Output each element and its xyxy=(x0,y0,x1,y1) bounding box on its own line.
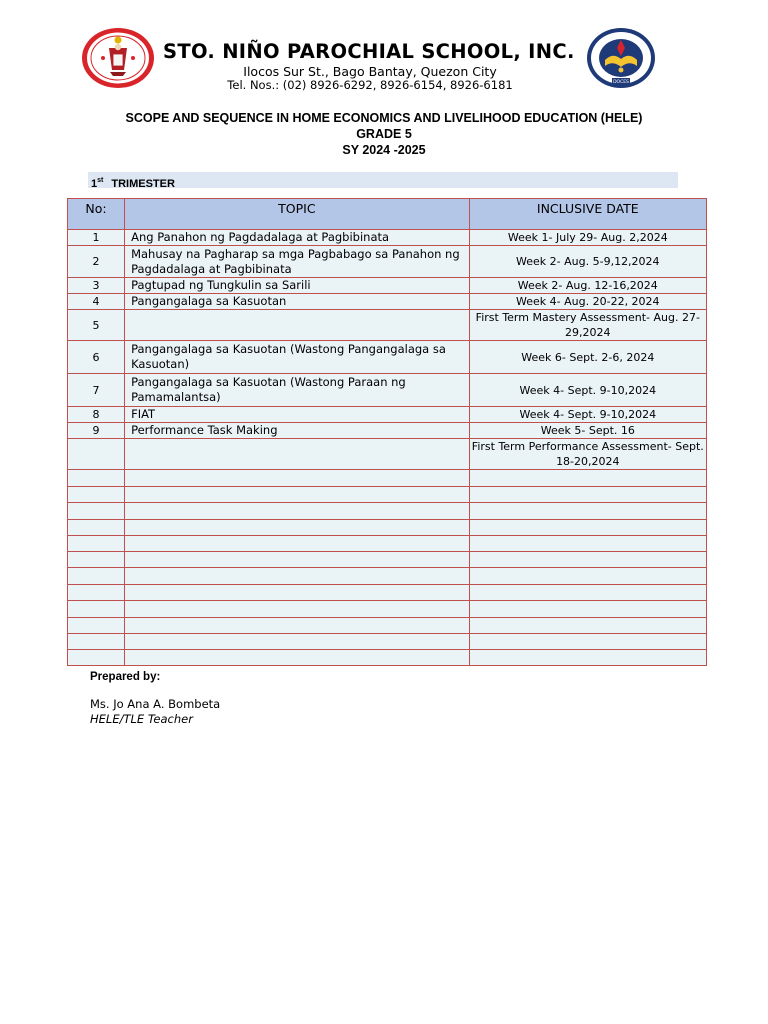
row-inclusive-date: Week 4- Sept. 9-10,2024 xyxy=(469,374,706,407)
prepared-by-label: Prepared by: xyxy=(90,671,161,683)
row-inclusive-date: First Term Performance Assessment- Sept. 18-20,2024 xyxy=(469,439,706,470)
document-titles xyxy=(0,110,768,158)
row-inclusive-date: Week 4- Aug. 20-22, 2024 xyxy=(469,294,706,310)
row-inclusive-date: Week 2- Aug. 5-9,12,2024 xyxy=(469,246,706,278)
table-row xyxy=(68,503,707,520)
schedule-table xyxy=(67,198,707,666)
row-topic xyxy=(125,634,470,650)
row-inclusive-date xyxy=(469,618,706,634)
row-no: 8 xyxy=(68,407,125,423)
table-row xyxy=(68,568,707,585)
row-topic xyxy=(125,487,470,503)
row-inclusive-date: First Term Mastery Assessment- Aug. 27-29,2024 xyxy=(469,310,706,341)
row-no: 4 xyxy=(68,294,125,310)
row-inclusive-date: Week 4- Sept. 9-10,2024 xyxy=(469,407,706,423)
row-topic xyxy=(125,310,470,341)
row-topic: Ang Panahon ng Pagdadalaga at Pagbibinata xyxy=(125,230,470,246)
trimester-heading xyxy=(88,172,678,188)
school-year: SY 2024 -2025 xyxy=(342,143,426,157)
table-row xyxy=(68,230,707,246)
school-seal-logo xyxy=(80,26,156,90)
row-no xyxy=(68,470,125,487)
table-row xyxy=(68,294,707,310)
row-no: 3 xyxy=(68,278,125,294)
row-no xyxy=(68,634,125,650)
row-no xyxy=(68,601,125,618)
table-row xyxy=(68,423,707,439)
row-topic xyxy=(125,552,470,568)
table-row xyxy=(68,310,707,341)
row-inclusive-date xyxy=(469,634,706,650)
row-no xyxy=(68,439,125,470)
table-row xyxy=(68,618,707,634)
table-row xyxy=(68,407,707,423)
row-no xyxy=(68,618,125,634)
trimester-label: TRIMESTER xyxy=(111,178,175,190)
row-no xyxy=(68,585,125,601)
header-no: No: xyxy=(68,199,125,230)
row-no: 2 xyxy=(68,246,125,278)
row-topic xyxy=(125,568,470,585)
row-no xyxy=(68,520,125,536)
row-no xyxy=(68,487,125,503)
row-inclusive-date xyxy=(469,568,706,585)
document-title: SCOPE AND SEQUENCE IN HOME ECONOMICS AND LIVELIHOOD EDUCATION (HELE) xyxy=(125,111,643,125)
header-inclusive-date: INCLUSIVE DATE xyxy=(469,199,706,230)
row-inclusive-date xyxy=(469,585,706,601)
row-inclusive-date: Week 6- Sept. 2-6, 2024 xyxy=(469,341,706,374)
table-body xyxy=(68,230,707,666)
table-row xyxy=(68,536,707,552)
trimester-suffix: st xyxy=(97,177,104,184)
row-inclusive-date xyxy=(469,487,706,503)
row-inclusive-date: Week 5- Sept. 16 xyxy=(469,423,706,439)
row-no xyxy=(68,650,125,666)
row-inclusive-date xyxy=(469,552,706,568)
table-row xyxy=(68,487,707,503)
row-topic: Pangangalaga sa Kasuotan (Wastong Pangangalaga sa Kasuotan) xyxy=(125,341,470,374)
table-row xyxy=(68,634,707,650)
teacher-name: Ms. Jo Ana A. Bombeta xyxy=(90,697,221,711)
row-inclusive-date: Week 2- Aug. 12-16,2024 xyxy=(469,278,706,294)
table-row xyxy=(68,374,707,407)
row-no xyxy=(68,536,125,552)
school-telephone: Tel. Nos.: (02) 8926-6292, 8926-6154, 8926-6181 xyxy=(227,78,513,92)
row-inclusive-date xyxy=(469,601,706,618)
diocese-education-seal-logo xyxy=(585,26,657,90)
row-inclusive-date xyxy=(469,520,706,536)
svg-text:DOCES: DOCES xyxy=(613,80,629,85)
table-header-row xyxy=(68,199,707,230)
row-inclusive-date xyxy=(469,650,706,666)
row-topic xyxy=(125,503,470,520)
teacher-role: HELE/TLE Teacher xyxy=(90,712,193,726)
row-inclusive-date xyxy=(469,503,706,520)
table-row xyxy=(68,585,707,601)
row-topic: Pagtupad ng Tungkulin sa Sarili xyxy=(125,278,470,294)
row-no xyxy=(68,568,125,585)
row-topic: Performance Task Making xyxy=(125,423,470,439)
row-inclusive-date xyxy=(469,470,706,487)
table-row xyxy=(68,601,707,618)
table-row xyxy=(68,650,707,666)
row-no: 1 xyxy=(68,230,125,246)
row-topic xyxy=(125,585,470,601)
row-topic: Pangangalaga sa Kasuotan xyxy=(125,294,470,310)
table-row xyxy=(68,552,707,568)
row-no: 5 xyxy=(68,310,125,341)
row-no xyxy=(68,552,125,568)
row-topic xyxy=(125,520,470,536)
table-row xyxy=(68,341,707,374)
school-name: STO. NIÑO PAROCHIAL SCHOOL, INC. xyxy=(163,40,575,63)
row-no xyxy=(68,503,125,520)
grade-level: GRADE 5 xyxy=(356,127,412,141)
row-topic: Pangangalaga sa Kasuotan (Wastong Paraan ng Pamamalantsa) xyxy=(125,374,470,407)
table-row xyxy=(68,278,707,294)
school-address: Ilocos Sur St., Bago Bantay, Quezon City xyxy=(243,64,497,79)
row-topic xyxy=(125,439,470,470)
row-topic xyxy=(125,618,470,634)
row-no: 9 xyxy=(68,423,125,439)
trimester-number: 1 xyxy=(91,178,98,190)
row-no: 6 xyxy=(68,341,125,374)
row-no: 7 xyxy=(68,374,125,407)
row-topic xyxy=(125,470,470,487)
table-row xyxy=(68,470,707,487)
header-topic: TOPIC xyxy=(125,199,470,230)
row-topic: FIAT xyxy=(125,407,470,423)
row-topic xyxy=(125,601,470,618)
row-topic xyxy=(125,536,470,552)
row-inclusive-date xyxy=(469,536,706,552)
row-topic xyxy=(125,650,470,666)
table-row xyxy=(68,439,707,470)
row-topic: Mahusay na Pagharap sa mga Pagbabago sa Panahon ng Pagdadalaga at Pagbibinata xyxy=(125,246,470,278)
table-row xyxy=(68,246,707,278)
row-inclusive-date: Week 1- July 29- Aug. 2,2024 xyxy=(469,230,706,246)
table-row xyxy=(68,520,707,536)
